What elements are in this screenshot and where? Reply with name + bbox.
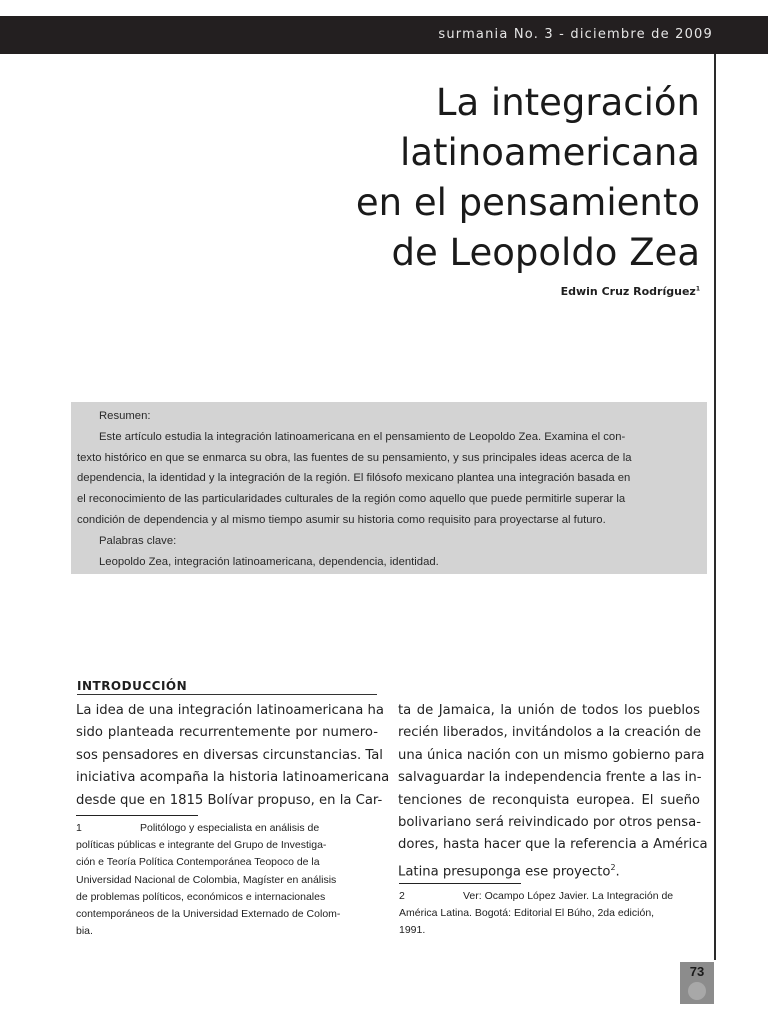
abstract-line: dependencia, la identidad y la integración de la región. El filósofo mexicano plantea una integración basada en [77,472,631,485]
body-line: dores, hasta hacer que la referencia a América [398,837,708,853]
page-edge-rule [714,54,716,960]
footnote-separator [76,815,198,816]
body-line: sos pensadores en diversas circunstancias. Tal [76,747,383,763]
footnote-line: Universidad Nacional de Colombia, Magíster en análisis [76,873,337,886]
abstract-line: el reconocimiento de las particularidades culturales de la región como aquello que puede permitirle superar la [77,493,626,506]
abstract-line: texto histórico en que se enmarca su obra, las fuentes de su pensamiento, y sus principales ideas acerca de la [77,451,632,464]
abstract-heading: Resumen: [99,410,151,422]
title-line: latinoamericana [400,131,700,174]
abstract-box [71,402,707,574]
footnote-line: 1991. [399,924,426,937]
footnote-line: políticas públicas e integrante del Grupo de Investiga- [76,839,327,852]
title-line: en el pensamiento [355,181,700,224]
section-heading-introduction: INTRODUCCIÓN [77,679,377,695]
keywords-text: Leopoldo Zea, integración latinoamericana, dependencia, identidad. [99,555,439,568]
body-column-left [76,700,390,812]
footnote-line: América Latina. Bogotá: Editorial El Búho, 2da edición, [399,907,655,920]
body-line: tenciones de reconquista europea. El sueño [398,792,700,808]
footnote-line [76,820,378,837]
body-line-text: Latina presuponga ese proyecto [398,864,611,880]
footnote-number: 1 [76,822,82,834]
footnote-line-text: Politólogo y especialista en análisis de [140,822,320,834]
footnote-line: ción e Teoría Política Contemporánea Teopoco de la [76,856,320,869]
footnote-separator [399,883,521,884]
body-line: desde que en 1815 Bolívar propuso, en la Car- [76,792,383,808]
footnote-line: contemporáneos de la Universidad Externado de Colom- [76,908,341,921]
body-line: salvaguardar la independencia frente a las in- [398,770,702,786]
journal-issue-label: surmania No. 3 - diciembre de 2009 [438,27,713,42]
page-number: 73 [689,964,705,979]
keywords-heading: Palabras clave: [99,534,177,547]
page-tab-decoration-icon [688,982,706,1000]
body-line: bolivariano será reivindicado por otros pensa- [398,815,701,831]
page-number-tab [680,962,714,1004]
body-line: sido planteada recurrentemente por numero- [76,725,378,741]
footnote-number: 2 [399,890,405,902]
sentence-end: . [615,864,620,880]
footnote-line: de problemas políticos, económicos e internacionales [76,890,326,903]
author-footnote-ref[interactable]: 1 [695,285,700,293]
title-line: La integración [435,81,700,124]
footnote-line: bia. [76,925,93,938]
footnote-line [399,888,701,905]
body-line: iniciativa acompaña la historia latinoamericana [76,770,390,786]
article-author [561,285,700,298]
body-line: ta de Jamaica, la unión de todos los pueblos [398,703,700,718]
footnote-1 [76,820,378,940]
journal-header-bar [0,16,768,54]
abstract-line: Este artículo estudia la integración latinoamericana en el pensamiento de Leopoldo Zea. Examina el con- [99,430,626,443]
body-line: una única nación con un mismo gobierno para [398,747,705,763]
footnote-line-text: Ver: Ocampo López Javier. La Integración de [463,890,674,902]
footnote-ref-2[interactable]: 2 [610,862,616,872]
author-name: Edwin Cruz Rodríguez [560,285,696,298]
title-line: de Leopoldo Zea [391,231,700,274]
body-line: La idea de una integración latinoamericana ha [76,703,384,718]
body-line [398,857,700,884]
body-line: recién liberados, invitándolos a la creación de [398,725,701,741]
abstract-line: condición de dependencia y al mismo tiempo asumir su historia como requisito para proyectarse al futuro. [77,513,606,526]
footnote-2 [399,888,701,940]
body-column-right [398,700,708,884]
article-title [280,78,700,278]
abstract-text [77,406,699,572]
